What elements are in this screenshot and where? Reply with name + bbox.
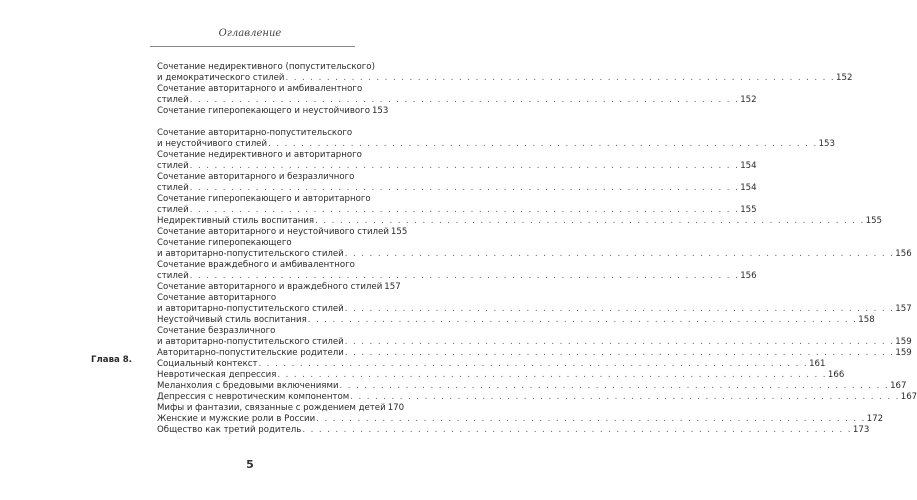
toc-entry-page: 155 — [740, 205, 757, 215]
toc-entry-title: Депрессия с невротическим компонентом — [157, 392, 350, 402]
toc-entry — [157, 381, 907, 392]
chapter-label: Глава 8. — [91, 355, 133, 365]
toc-entry-title: Сочетание враждебного и амбивалентного — [157, 260, 355, 270]
toc-entry-page: 161 — [809, 359, 826, 369]
toc-entry-page: 166 — [827, 370, 845, 380]
toc-entry-title: Невротическая депрессия — [157, 370, 277, 380]
toc-entry-title: стилей — [157, 161, 189, 171]
toc-entry — [157, 315, 875, 326]
toc-entry — [157, 84, 757, 106]
toc-entry-title: Общество как третий родитель — [157, 425, 302, 435]
toc-entry-title: стилей — [157, 95, 189, 105]
toc-entry-title: Мифы и фантазии, связанные с рождением детей — [157, 403, 386, 413]
dot-leader: . . . . . . . . . . . . . . . . . . . . . . . . . . . . . . . . . . . . . . . . . . . . . . . . . . . . . . . . . . . . . . . . . . . — [339, 381, 890, 391]
toc-entry-title: Сочетание авторитарного и неустойчивого стилей — [157, 227, 389, 237]
toc-entry-page: 156 — [895, 249, 912, 259]
dot-leader: . . . . . . . . . . . . . . . . . . . . . . . . . . . . . . . . . . . . . . . . . . . . . . . . . . . . . . . . . . . . . . . . . . . — [307, 315, 858, 325]
toc-entry-title: Сочетание недирективного (попустительского) — [157, 62, 375, 72]
toc-entry-title: Сочетание гиперопекающего и неустойчивого — [157, 106, 370, 116]
toc-entry-title: Сочетание недирективного и авторитарного — [157, 150, 362, 160]
toc-entry-title: Сочетание авторитарного — [157, 293, 277, 303]
toc-entry-title: Сочетание авторитарно-попустительского — [157, 128, 353, 138]
dot-leader: . . . . . . . . . . . . . . . . . . . . . . . . . . . . . . . . . . . . . . . . . . . . . . . . . . . . . . . . . . . . . . . . . . . — [344, 348, 895, 358]
header-rule — [150, 46, 355, 47]
toc-entry — [157, 293, 912, 315]
toc-entry-page: 172 — [866, 414, 884, 424]
dot-leader: . . . . . . . . . . . . . . . . . . . . . . . . . . . . . . . . . . . . . . . . . . . . . . . . . . . . . . . . . . . . . . . . . . . — [350, 392, 900, 402]
toc-entry-title: стилей — [157, 271, 189, 281]
dot-leader: . . . . . . . . . . . . . . . . . . . . . . . . . . . . . . . . . . . . . . . . . . . . . . . . . . . . . . . . . . . . . . . . . . . — [315, 216, 865, 226]
dot-leader: . . . . . . . . . . . . . . . . . . . . . . . . . . . . . . . . . . . . . . . . . . . . . . . . . . . . . . . . . . . . . . . . . . . — [189, 161, 740, 171]
toc-entry-title: Сочетание гиперопекающего и авторитарного — [157, 194, 371, 204]
toc-entry — [157, 370, 845, 381]
toc-entry-page: 152 — [740, 95, 757, 105]
toc-entry-title: и демократического стилей — [157, 73, 285, 83]
toc-entry-page: 170 — [387, 403, 405, 413]
toc-entry-page: 153 — [818, 139, 835, 149]
toc-entry-title: и авторитарно-попустительского стилей — [157, 249, 344, 259]
dot-leader: . . . . . . . . . . . . . . . . . . . . . . . . . . . . . . . . . . . . . . . . . . . . . . . . . . . . . . . . . . . . . . . . . . . — [285, 73, 836, 83]
toc-entry-page: 167 — [890, 381, 907, 391]
toc-entry-page: 154 — [740, 161, 757, 171]
toc-entry-title: стилей — [157, 183, 189, 193]
toc-entry-title: стилей — [157, 205, 189, 215]
toc-entry — [157, 414, 884, 425]
toc-entry-title: Авторитарно-попустительские родители — [157, 348, 344, 358]
dot-leader: . . . . . . . . . . . . . . . . . . . . . . . . . . . . . . . . . . . . . . . . . . . . . . . . . . . . . . . . . . . . . . . . . . . — [268, 139, 818, 149]
toc-entry-title: и авторитарно-попустительского стилей — [157, 304, 344, 314]
toc-entry — [157, 238, 912, 260]
toc-entry — [157, 425, 870, 436]
toc-entry-page: 153 — [371, 106, 389, 116]
dot-leader: . . . . . . . . . . . . . . . . . . . . . . . . . . . . . . . . . . . . . . . . . . . . . . . . . . . . . . . . . . . . . . . . . . . — [189, 183, 740, 193]
toc-entry-page: 154 — [740, 183, 757, 193]
toc-entry-title: Меланхолия с бредовыми включениями — [157, 381, 339, 391]
toc-entry — [157, 150, 757, 172]
toc-entry — [157, 282, 401, 293]
toc-entry-page: 158 — [858, 315, 875, 325]
toc-entry — [157, 128, 835, 150]
toc-entry-title: Сочетание авторитарного и амбивалентного — [157, 84, 363, 94]
toc-entry — [157, 172, 757, 194]
toc-entry-page: 155 — [865, 216, 883, 226]
toc-entry-title: Недирективный стиль воспитания — [157, 216, 315, 226]
dot-leader: . . . . . . . . . . . . . . . . . . . . . . . . . . . . . . . . . . . . . . . . . . . . . . . . . . . . . . . . . . . . . . . . . . . — [344, 337, 895, 347]
toc-entry-title: Сочетание гиперопекающего — [157, 238, 292, 248]
toc-entry-title: Женские и мужские роли в России — [157, 414, 316, 424]
toc-entry-page: 159 — [895, 348, 912, 358]
toc-entry — [157, 227, 408, 238]
toc-entry-page: 167 — [900, 392, 917, 402]
toc-entry-title: и неустойчивого стилей — [157, 139, 268, 149]
toc-entry — [157, 194, 757, 216]
dot-leader: . . . . . . . . . . . . . . . . . . . . . . . . . . . . . . . . . . . . . . . . . . . . . . . . . . . . . . . . . . . . . . . . . . . — [189, 205, 740, 215]
toc-entry-page: 155 — [390, 227, 408, 237]
toc-entry-page: 156 — [740, 271, 757, 281]
toc-entry — [157, 62, 853, 84]
toc-entry-title: Неустойчивый стиль воспитания — [157, 315, 307, 325]
toc-entry — [157, 348, 912, 359]
dot-leader: . . . . . . . . . . . . . . . . . . . . . . . . . . . . . . . . . . . . . . . . . . . . . . . . . . . . . . . . . . . . . . . . . . . — [277, 370, 827, 380]
toc-entry — [157, 216, 883, 227]
toc-entry-page: 157 — [384, 282, 401, 292]
toc-entry-page: 157 — [895, 304, 912, 314]
toc-entry-page: 159 — [895, 337, 912, 347]
running-head: Оглавление — [218, 28, 282, 39]
toc-entry — [157, 326, 912, 348]
toc-entry-title: и авторитарно-попустительского стилей — [157, 337, 344, 347]
dot-leader: . . . . . . . . . . . . . . . . . . . . . . . . . . . . . . . . . . . . . . . . . . . . . . . . . . . . . . . . . . . . . . . . . . . — [189, 271, 740, 281]
toc-entry — [157, 392, 917, 403]
toc-entry-page: 173 — [852, 425, 870, 435]
toc-entry-page: 152 — [836, 73, 853, 83]
toc-entry — [157, 260, 757, 282]
dot-leader: . . . . . . . . . . . . . . . . . . . . . . . . . . . . . . . . . . . . . . . . . . . . . . . . . . . . . . . . . . . . . . . . . . . — [258, 359, 809, 369]
toc-entry — [157, 106, 389, 117]
toc-entry-title: Сочетание авторитарного и враждебного стилей — [157, 282, 383, 292]
page-number: 5 — [246, 458, 254, 471]
dot-leader: . . . . . . . . . . . . . . . . . . . . . . . . . . . . . . . . . . . . . . . . . . . . . . . . . . . . . . . . . . . . . . . . . . . — [344, 249, 895, 259]
dot-leader: . . . . . . . . . . . . . . . . . . . . . . . . . . . . . . . . . . . . . . . . . . . . . . . . . . . . . . . . . . . . . . . . . . . — [316, 414, 866, 424]
dot-leader: . . . . . . . . . . . . . . . . . . . . . . . . . . . . . . . . . . . . . . . . . . . . . . . . . . . . . . . . . . . . . . . . . . . — [189, 95, 740, 105]
toc-entry-title: Сочетание безразличного — [157, 326, 276, 336]
toc-entry — [157, 403, 405, 414]
dot-leader: . . . . . . . . . . . . . . . . . . . . . . . . . . . . . . . . . . . . . . . . . . . . . . . . . . . . . . . . . . . . . . . . . . . — [344, 304, 895, 314]
toc-entry-title: Социальный контекст — [157, 359, 258, 369]
toc-entry — [157, 359, 826, 370]
dot-leader: . . . . . . . . . . . . . . . . . . . . . . . . . . . . . . . . . . . . . . . . . . . . . . . . . . . . . . . . . . . . . . . . . . . — [302, 425, 852, 435]
toc-entry-title: Сочетание авторитарного и безразличного — [157, 172, 355, 182]
